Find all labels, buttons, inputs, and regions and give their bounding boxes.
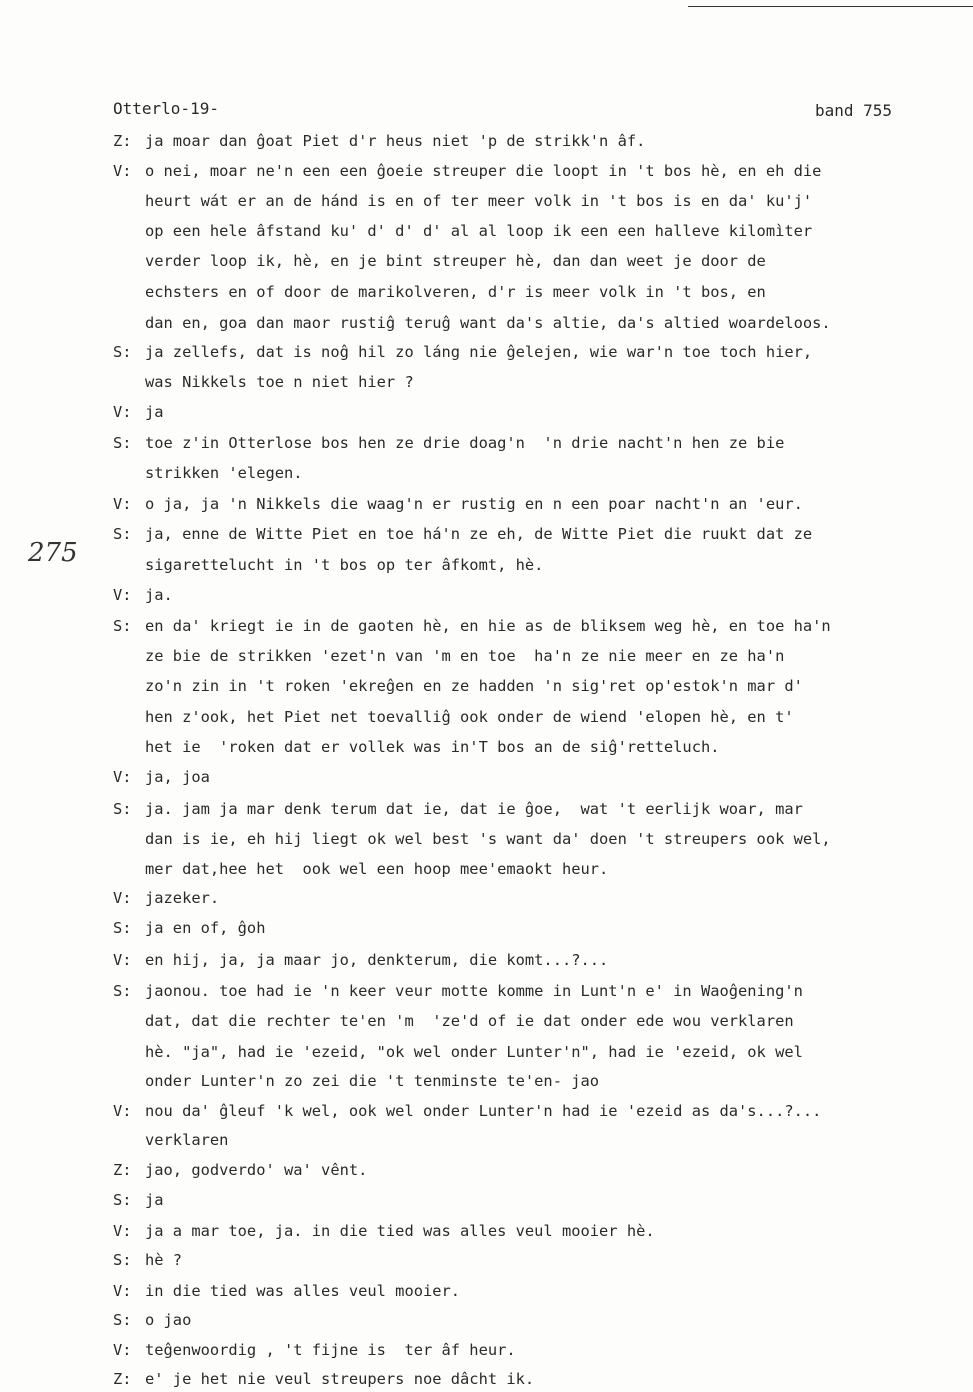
transcript-line [0, 885, 973, 911]
line-text: op een hele âfstand ku' d' d' d' al al loop ik een een halleve kilomìter [145, 222, 813, 240]
line-text: e' je het nie veul streupers noe dâcht ik. [145, 1370, 535, 1388]
line-text: hè. "ja", had ie 'ezeid, "ok wel onder Lunter'n", had ie 'ezeid, ok wel [145, 1043, 803, 1061]
top-rule [688, 6, 973, 7]
transcript-line [0, 978, 973, 1004]
speaker-label: S: [113, 525, 132, 543]
transcript-line [0, 430, 973, 456]
transcript-line [0, 582, 973, 608]
speaker-label: Z: [113, 132, 132, 150]
line-text: en da' kriegt ie in de gaoten hè, en hie as de bliksem weg hè, en toe ha'n [145, 617, 831, 635]
speaker-label: S: [113, 1251, 132, 1269]
line-text: sigaretteluсht in 't bos op ter âfkomt, hè. [145, 556, 544, 574]
transcript-line [0, 248, 973, 274]
transcript-line [0, 1366, 973, 1392]
speaker-label: V: [113, 586, 132, 604]
transcript-line [0, 1278, 973, 1304]
speaker-label: S: [113, 800, 132, 818]
line-text: ja en of, ĝoh [145, 919, 266, 937]
transcript-line [0, 158, 973, 184]
line-text: verklaren [145, 1131, 229, 1149]
line-text: ja. jam ja mar denk terum dat ie, dat ie ĝoe, wat 't eerlijk woar, mar [145, 800, 803, 818]
transcript-line [0, 734, 973, 760]
transcript-line [0, 1068, 973, 1094]
line-text: o nei, moar ne'n een een ĝoeie streuper die loopt in 't bos hè, en eh die [145, 162, 822, 180]
transcript-line [0, 1008, 973, 1034]
speaker-label: S: [113, 919, 132, 937]
line-text: en hij, ja, ja maar jo, denkterum, die komt...?... [145, 951, 609, 969]
line-text: verder loop ik, hè, en je bint streuper hè, dan dan weet je door de [145, 252, 766, 270]
transcript-line [0, 796, 973, 822]
transcript-line [0, 1127, 973, 1153]
line-text: o ja, ja 'n Nikkels die waag'n er rustig en n een poar nacht'n an 'eur. [145, 495, 803, 513]
handwritten-margin-note: 275 [28, 538, 78, 568]
line-text: ja moar dan ĝoat Piet d'r heus niet 'p de strikk'n âf. [145, 132, 646, 150]
line-text: mer dat,hee het ook wel een hoop mee'emaokt heur. [145, 860, 609, 878]
line-text: het ie 'roken dat er vollek was in'T bos an de siĝ'retteluch. [145, 738, 720, 756]
line-text: jaonou. toe had ie 'n keer veur motte komme in Lunt'n e' in Waoĝening'n [145, 982, 803, 1000]
speaker-label: S: [113, 982, 132, 1000]
transcript-line [0, 1247, 973, 1273]
transcript-line [0, 643, 973, 669]
transcript-line [0, 1098, 973, 1124]
speaker-label: V: [113, 1102, 132, 1120]
speaker-label: S: [113, 617, 132, 635]
transcript-line [0, 491, 973, 517]
transcript-line [0, 399, 973, 425]
line-text: nou da' ĝleuf 'k wel, ook wel onder Lunter'n had ie 'ezeid as da's...?... [145, 1102, 822, 1120]
transcript-line [0, 613, 973, 639]
line-text: teĝenwoordig , 't fijne is ter âf heur. [145, 1341, 516, 1359]
line-text: ze bie de strikken 'ezet'n van 'm en toe ha'n ze nie meer en ze ha'n [145, 647, 785, 665]
line-text: ja [145, 403, 164, 421]
transcript-line [0, 369, 973, 395]
line-text: echsters en of door de marikolveren, d'r is meer volk in 't bos, en [145, 283, 766, 301]
speaker-label: S: [113, 343, 132, 361]
speaker-label: S: [113, 1311, 132, 1329]
speaker-label: V: [113, 495, 132, 513]
tape-number: band 755 [815, 101, 893, 120]
speaker-label: V: [113, 162, 132, 180]
transcript-line [0, 915, 973, 941]
speaker-label: V: [113, 403, 132, 421]
line-text: ja a mar toe, ja. in die tied was alles veul mooier hè. [145, 1222, 655, 1240]
line-text: o jao [145, 1311, 192, 1329]
speaker-label: V: [113, 1222, 132, 1240]
line-text: dat, dat die rechter te'en 'm 'ze'd of ie dat onder ede wou verklaren [145, 1012, 794, 1030]
transcript-line [0, 279, 973, 305]
line-text: jazeker. [145, 889, 220, 907]
line-text: ja. [145, 586, 173, 604]
line-text: ja zellefs, dat is noĝ hil zo láng nie ĝelejen, wie war'n toe toch hier, [145, 343, 813, 361]
line-text: heurt wát er an de hánd is en of ter meer volk in 't bos is en da' ku'j' [145, 192, 813, 210]
line-text: hen z'ook, het Piet net toevalliĝ ook onder de wiend 'elopen hè, en t' [145, 708, 794, 726]
line-text: ja [145, 1191, 164, 1209]
transcript-line [0, 218, 973, 244]
transcript-line [0, 1337, 973, 1363]
line-text: toe z'in Otterlose bos hen ze drie doag'n 'n drie nacht'n hen ze bie [145, 434, 785, 452]
transcript-line [0, 552, 973, 578]
speaker-label: V: [113, 1282, 132, 1300]
speaker-label: Z: [113, 1370, 132, 1388]
line-text: ja, enne de Witte Piet en toe há'n ze eh, de Witte Piet die ruukt dat ze [145, 525, 813, 543]
transcript-line [0, 856, 973, 882]
speaker-label: V: [113, 768, 132, 786]
line-text: was Nikkels toe n niet hier ? [145, 373, 414, 391]
transcript-line [0, 947, 973, 973]
transcript-line [0, 521, 973, 547]
transcript-line [0, 128, 973, 154]
transcript-line [0, 826, 973, 852]
transcript-line [0, 764, 973, 790]
transcript-line [0, 673, 973, 699]
transcript-line [0, 188, 973, 214]
document-id: Otterlo-19- [113, 99, 219, 118]
line-text: hè ? [145, 1251, 183, 1269]
speaker-label: V: [113, 951, 132, 969]
line-text: dan is ie, eh hij liegt ok wel best 's want da' doen 't streupers ook wel, [145, 830, 831, 848]
line-text: ja, joa [145, 768, 210, 786]
line-text: jao, godverdo' wa' vênt. [145, 1161, 368, 1179]
transcript-line [0, 1218, 973, 1244]
speaker-label: Z: [113, 1161, 132, 1179]
transcript-line [0, 339, 973, 365]
speaker-label: V: [113, 1341, 132, 1359]
line-text: dan en, goa dan maor rustiĝ teruĝ want da's altie, da's altied woardeloos. [145, 314, 831, 332]
line-text: onder Lunter'n zo zei die 't tenminste te'en- jao [145, 1072, 600, 1090]
line-text: strikken 'elegen. [145, 464, 303, 482]
transcript-line [0, 1039, 973, 1065]
speaker-label: V: [113, 889, 132, 907]
speaker-label: S: [113, 1191, 132, 1209]
transcript-line [0, 1157, 973, 1183]
transcript-line [0, 310, 973, 336]
speaker-label: S: [113, 434, 132, 452]
transcript-line [0, 1307, 973, 1333]
transcript-line [0, 460, 973, 486]
transcript-line [0, 704, 973, 730]
line-text: zo'n zin in 't roken 'ekreĝen en ze hadden 'n sig'ret op'estok'n mar d' [145, 677, 803, 695]
line-text: in die tied was alles veul mooier. [145, 1282, 461, 1300]
transcript-line [0, 1187, 973, 1213]
